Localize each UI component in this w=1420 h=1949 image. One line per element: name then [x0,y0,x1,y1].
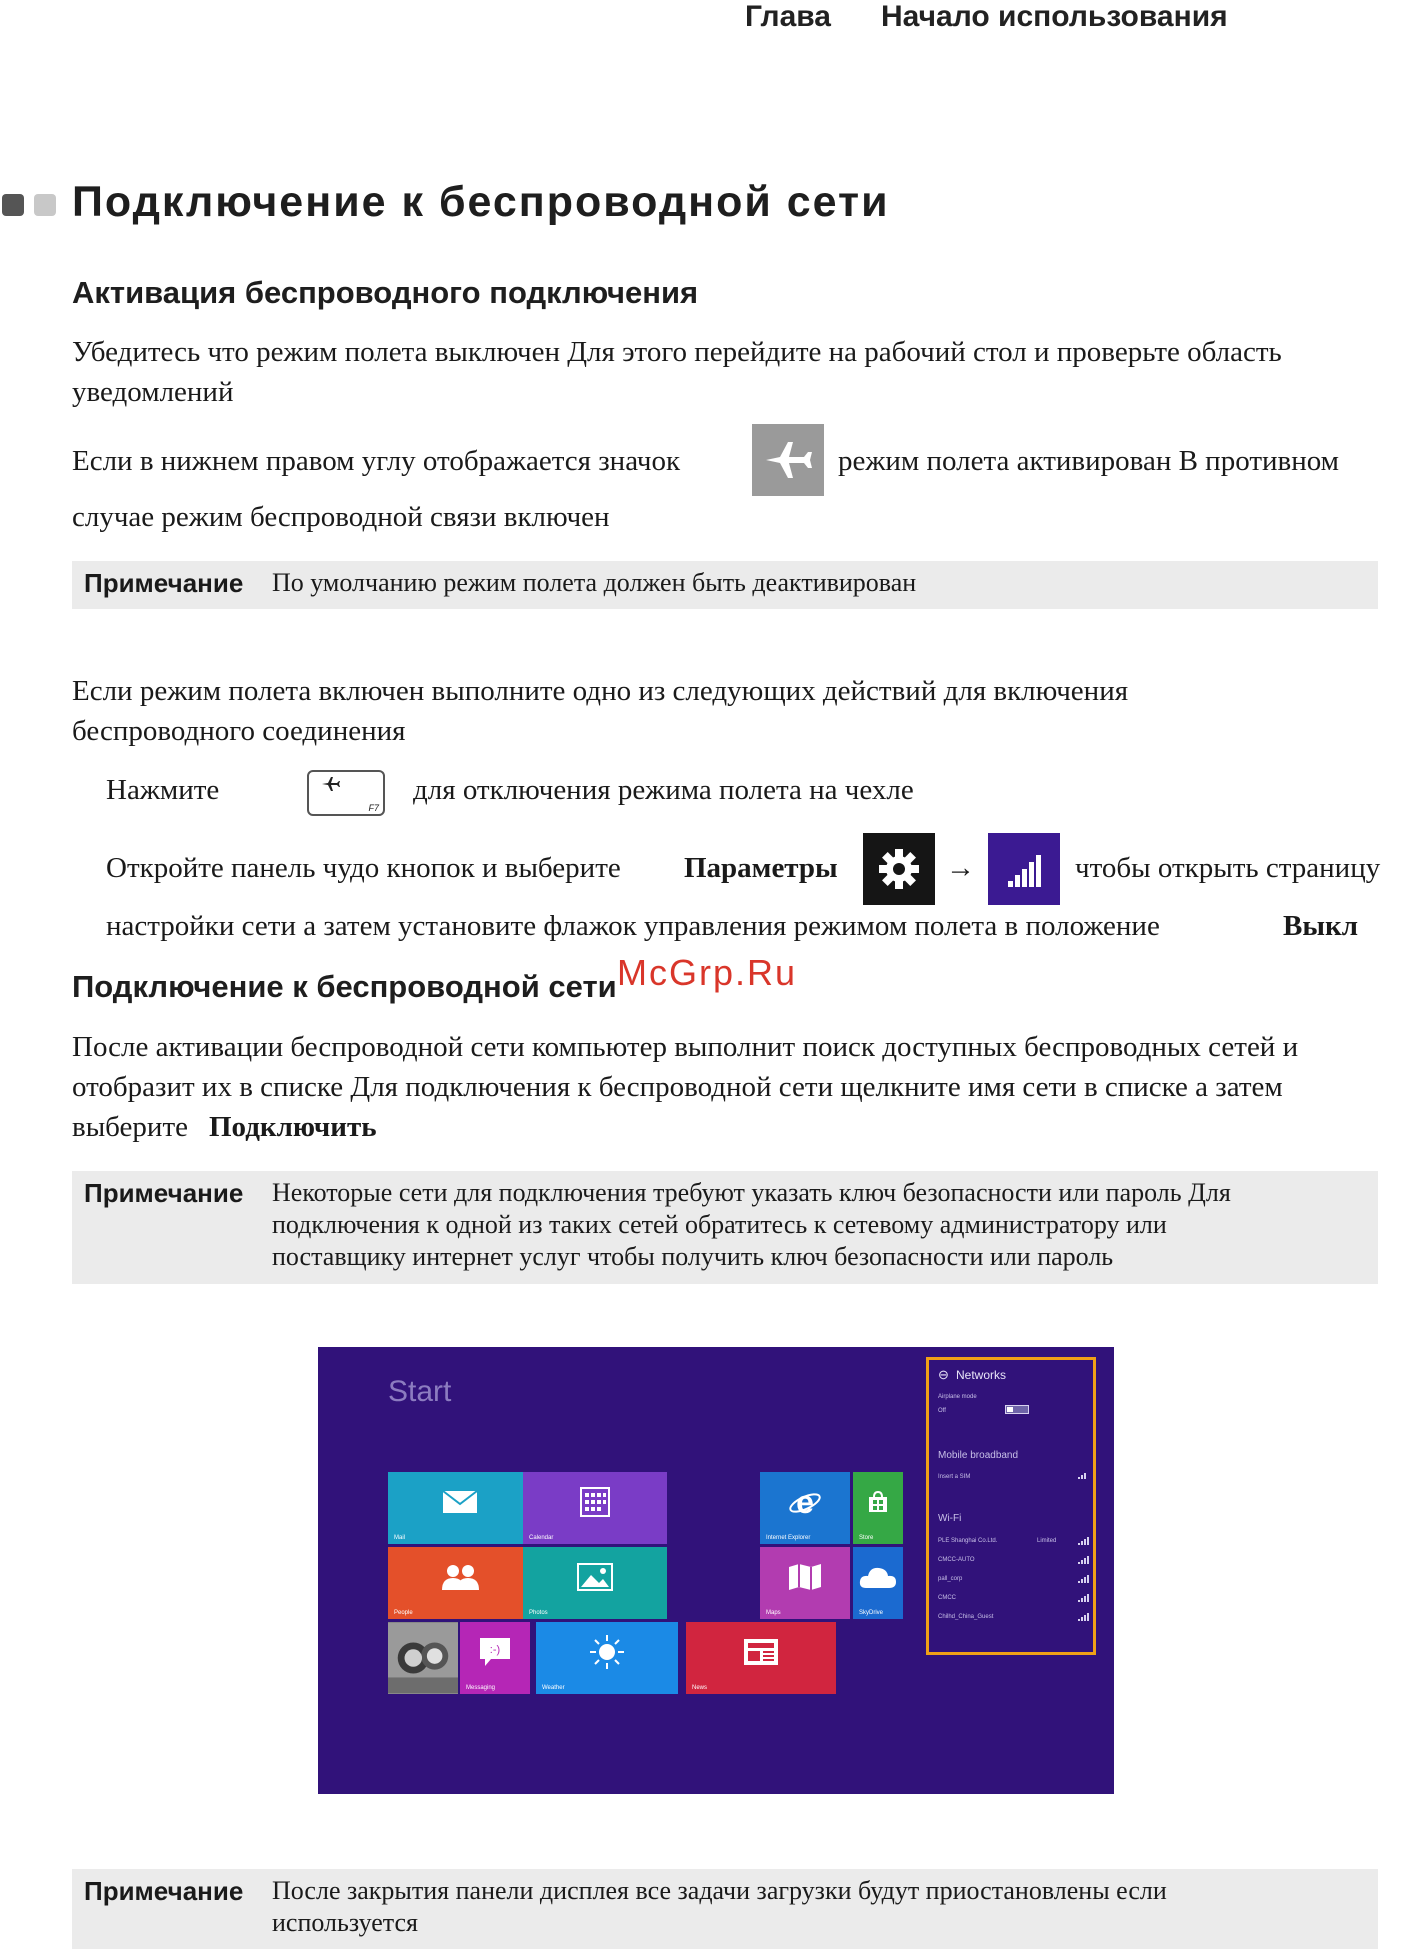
note-text: подключения к одной из таких сетей обратитесь к сетевому администратору или [272,1210,1167,1239]
tile-store[interactable] [853,1472,903,1544]
tile-internet-explorer[interactable] [760,1472,850,1544]
internet-explorer-icon [760,1472,850,1532]
arrow-text: → [946,852,975,884]
f7-airplane-key-icon [307,770,385,816]
tile-label: Weather [542,1685,565,1691]
step-text: для отключения режима полета на чехле [413,774,914,806]
note-text: После закрытия панели дисплея все задачи загрузки будут приостановлены если [272,1876,1167,1905]
airplane-mode-label: Airplane mode [938,1394,977,1400]
mobile-broadband-heading: Mobile broadband [938,1450,1019,1461]
svg-text:e: e [796,1485,814,1519]
note-text: поставщику интернет услуг чтобы получить ключ безопасности или пароль [272,1242,1114,1271]
step-text: Нажмите [106,774,220,806]
note-box [72,1171,1378,1284]
page-title: Подключение к беспроводной сети [72,178,890,226]
mobile-item[interactable]: Insert a SIM [938,1474,971,1480]
photo-thumbnail [388,1622,458,1694]
airplane-mode-icon [752,424,824,496]
watermark: McGrp.Ru [617,952,798,993]
tile-label: SkyDrive [859,1610,884,1616]
paragraph-text: случае режим беспроводной связи включен [72,501,610,533]
tile-label: People [394,1610,413,1616]
tile-label: Maps [766,1610,781,1616]
cloud-icon [853,1547,903,1607]
paragraph-line: уведомлений [72,376,234,408]
key-label: F7 [368,803,379,813]
photos-icon [523,1547,667,1607]
paragraph-bold-text: Подключить [209,1111,377,1143]
paragraph-line: отобразит их в списке Для подключения к беспроводной сети щелкните имя сети в списке а затем [72,1071,1283,1103]
airplane-mode-state: Off [938,1408,946,1414]
airplane-mode-toggle[interactable] [1005,1405,1029,1414]
tile-mail[interactable] [388,1472,532,1544]
step-bold-text: Параметры [684,852,838,884]
section-heading-connect: Подключение к беспроводной сети [72,969,617,1004]
tile-label: News [692,1685,708,1691]
wifi-network-name[interactable]: pall_corp [938,1576,963,1582]
wifi-signal-icon [1078,1594,1089,1602]
people-icon [388,1547,532,1607]
paragraph-line: После активации беспроводной сети компьютер выполнит поиск доступных беспроводных сетей и [72,1031,1299,1063]
note-text: используется [272,1908,418,1937]
back-arrow-icon: ⊖ [938,1367,949,1382]
chapter-title: Начало использования [881,0,1228,33]
wifi-signal-icon [1078,1556,1089,1564]
paragraph-text: режим полета активирован В противном [838,445,1340,477]
note-box [72,1869,1378,1949]
note-box [72,561,1378,609]
maps-icon [760,1547,850,1607]
note-text: По умолчанию режим полета должен быть деактивирован [272,568,917,597]
step-text: настройки сети а затем установите флажок управления режимом полета в положение [106,910,1160,942]
paragraph-line: беспроводного соединения [72,715,406,747]
tile-label: Calendar [529,1535,554,1541]
wifi-network-name[interactable]: PLE Shanghai Co.Ltd. [938,1538,998,1544]
tile-label: Store [859,1535,874,1541]
title-bullet-light [34,194,56,216]
tile-people[interactable] [388,1547,532,1619]
step-bold-text: Выкл [1283,910,1358,942]
network-signal-icon [988,833,1060,905]
signal-bars-icon [1078,1473,1086,1479]
tile-label: Messaging [466,1685,496,1691]
paragraph-line: выберите [72,1111,188,1143]
wifi-network-name[interactable]: CMCC-AUTO [938,1557,975,1563]
title-bullet-dark [2,194,24,216]
tile-weather[interactable] [536,1622,678,1694]
tile-skydrive[interactable] [853,1547,903,1619]
tile-label: Mail [394,1535,406,1541]
start-label: Start [388,1375,452,1408]
step-text: Откройте панель чудо кнопок и выберите [106,852,621,884]
svg-text::-): :-) [489,1644,501,1656]
weather-icon [536,1622,678,1682]
wifi-signal-icon [1078,1537,1089,1545]
note-label: Примечание [84,1178,244,1208]
networks-panel [926,1357,1096,1655]
note-text: Некоторые сети для подключения требуют указать ключ безопасности или пароль Для [272,1178,1231,1207]
wifi-signal-icon [1078,1575,1089,1583]
networks-title: Networks [956,1368,1007,1382]
section-heading-activation: Активация беспроводного подключения [72,275,699,310]
wifi-heading: Wi-Fi [938,1513,962,1524]
tile-photos[interactable] [523,1547,667,1619]
settings-gear-icon [863,833,935,905]
news-icon [686,1622,836,1682]
note-label: Примечание [84,568,244,598]
wifi-network-status: Limited [1037,1538,1057,1544]
tile-photo[interactable] [388,1622,458,1694]
step-text: чтобы открыть страницу [1075,852,1381,884]
tile-label: Photos [529,1610,548,1616]
chapter-label: Глава [745,0,831,33]
wifi-signal-icon [1078,1613,1089,1621]
mail-icon [388,1472,532,1532]
windows-start-screenshot [318,1347,1114,1794]
messaging-icon [460,1622,530,1682]
wifi-network-name[interactable]: Chilhd_China_Guest [938,1614,994,1620]
paragraph-text: Если в нижнем правом углу отображается значок [72,445,681,477]
tile-news[interactable] [686,1622,836,1694]
paragraph-line: Убедитесь что режим полета выключен Для этого перейдите на рабочий стол и проверьте область [72,336,1282,368]
tile-maps[interactable] [760,1547,850,1619]
store-icon [853,1472,903,1532]
calendar-icon [523,1472,667,1532]
paragraph-line: Если режим полета включен выполните одно из следующих действий для включения [72,675,1129,707]
wifi-network-name[interactable]: CMCC [938,1595,956,1601]
tile-calendar[interactable] [523,1472,667,1544]
note-label: Примечание [84,1876,244,1906]
tile-messaging[interactable] [460,1622,530,1694]
tile-label: Internet Explorer [766,1535,811,1541]
